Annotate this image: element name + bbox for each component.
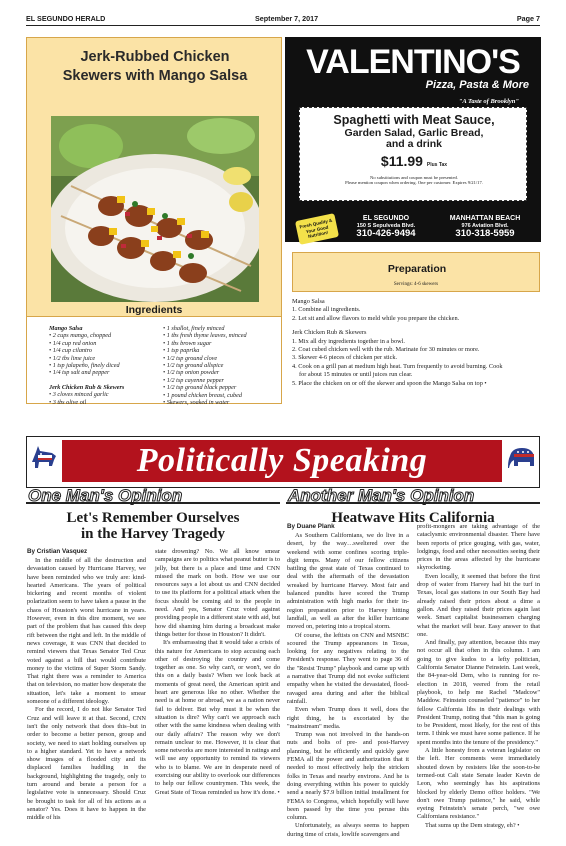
left-byline: By Cristian Vasquez xyxy=(27,548,88,555)
ingredients-col1 xyxy=(49,325,159,406)
left-article-col2 xyxy=(155,548,280,797)
left-headline-line1: Let's Remember Ourselves xyxy=(66,510,240,526)
prep-step: 5. Place the chicken on or off the skewer and spoon the Mango Salsa on top • xyxy=(292,379,487,387)
ingredient-line: • 1/2 tsp ground allspice xyxy=(163,362,224,370)
paragraph: Even when Trump does it well, does the right thing, he is excoriated by the "mainstream" media. xyxy=(287,706,409,730)
coupon-fine1: No substitutions and coupon must be presented. xyxy=(370,175,458,180)
paragraph: Even locally, it seemed that before the first drop of water from Harvey had hit the turf in Texas, local gas stations in our South Bay had already raised their prices about a dime a gallon. And they raised their prices again last week. Smart capitalist businessmen charging what the market will bear. Easy answer to that one. xyxy=(417,572,540,638)
paragraph: And finally, pay attention, because this may not occur all that often in this column. I am going to give kudos to a lefty politician, California Senator Dianne Feinstein. Last week, the 84-year-old Dem, who is running for re-election in 2018, veered from the retail playbook, to help me Rachel "Madcow" Maddow. Feinstein counseled "patience" to her fellow California libs in their dealings with President Trump, noting that "this man is going to be President, most likely, for the rest of this term. I think we must have some patience. If he spent months into the tenure of the presidency." xyxy=(417,639,540,746)
paragraph: As Southern Californians, we do live in a desert, by the way…sweltered over the weekend with some confines scoring triple-digit temps. Many of our fellow citizens battling the great state of Texas continued to deal with the aftermath of the devastation wreaked by hurricane Harvey. Most fair and balanced pundits have scored the Trump administration with high marks for their in-region preparation prior to Harvey hitting landfall, as well as after the killer hurricane moved on, petering into a tropical storm. xyxy=(287,532,409,631)
paragraph: In the middle of all the destruction and devastation caused by Hurricane Harvey, we have been reminded who we truly are: kind-hearted Americans. The years of political bickering and recent months of violent polarization seem to have taken a pause in the chaos of Houston's worst hurricane in years. However, even in this dire moment, we see part of the problem that has caused this deep rift between the right and left. In the middle of news coverage, it was CNN that decided to remind viewers that Texas Senator Ted Cruz voted against a bill that would contribute money to the victims of Super Storm Sandy. That right there was a reminder to America that on television, no matter how desperate the situation, let's take a moment to smear someone of a different ideology. xyxy=(27,557,146,706)
left-headline-line2: in the Harvey Tragedy xyxy=(80,526,226,542)
ad-tagline: "A Taste of Brooklyn" xyxy=(458,98,519,105)
right-byline: By Duane Plank xyxy=(287,523,335,530)
ingredient-line: • 1 tsp paprika xyxy=(163,347,200,355)
prep-step: for about 15 minutes or until juices run clear. xyxy=(299,371,413,379)
right-article-col1 xyxy=(287,532,409,839)
ingredient-line: • 1 pound chicken breast, cubed xyxy=(163,391,242,399)
ingredients-box xyxy=(26,316,282,407)
ingredient-line: • Skewers, soaked in water xyxy=(163,399,230,407)
right-section-rule xyxy=(286,502,540,504)
ad-subtitle: Pizza, Pasta & More xyxy=(425,79,529,91)
loc2-addr: 976 Aviation Blvd. xyxy=(461,222,509,229)
coupon-line3: and a drink xyxy=(385,138,442,150)
ingredient-line: • 1 tbs brown sugar xyxy=(163,339,212,347)
location-el-segundo xyxy=(341,215,431,238)
chicken-skewers-image xyxy=(51,116,259,302)
banner-title: Politically Speaking xyxy=(136,442,428,479)
prep-step: 2. Let sit and allow flavors to meld while you prepare the chicken. xyxy=(292,314,460,322)
paragraph: Unfortunately, as always seems to happen during time of crisis, lowlife scavengers and xyxy=(287,822,409,838)
prep-step: 1. Combine all ingredients. xyxy=(292,306,361,314)
ingredient-line: • 3 tbs olive oil xyxy=(49,398,87,406)
prep-step: 3. Skewer 4-6 pieces of chicken per stick. xyxy=(292,354,398,362)
ingredient-line: • 1/4 tsp salt and pepper xyxy=(49,369,110,377)
header-rule xyxy=(26,25,540,26)
coupon-items xyxy=(300,128,528,150)
recipe-title-line1: Jerk-Rubbed Chicken xyxy=(80,49,230,65)
ingredients-col2 xyxy=(163,325,281,406)
preparation-title: Preparation xyxy=(387,263,447,275)
location-manhattan-beach xyxy=(435,215,535,238)
coupon-price-wrap xyxy=(300,153,528,169)
ingredient-line: Jerk Chicken Rub & Skewers xyxy=(49,383,125,391)
paragraph: profit-mongers are taking advantage of the cataclysmic environmental disaster. There have been reports of price gouging, with gas, water, lodgings, food and other necessities seeing their prices in the areas affected by the hurricane skyrocketing. xyxy=(417,523,540,572)
ingredient-line: • 1 tbs fresh thyme leaves, minced xyxy=(163,332,247,340)
coupon-line2: Garden Salad, Garlic Bread, xyxy=(344,127,484,139)
elephant-icon xyxy=(506,442,538,474)
preparation-steps xyxy=(292,298,540,388)
prep-step: 1. Mix all dry ingredients together in a bowl. xyxy=(292,337,405,345)
paper-name: EL SEGUNDO HERALD xyxy=(26,14,106,23)
ingredient-line: • 1/2 tsp ground clove xyxy=(163,354,218,362)
left-section-title: One Man's Opinion xyxy=(28,486,183,505)
coupon-fine-print xyxy=(304,175,524,186)
prep-subheading: Mango Salsa xyxy=(292,298,325,305)
left-section-rule xyxy=(26,502,280,504)
ingredient-line: • 1/4 cup cilantro xyxy=(49,347,93,355)
ingredient-line: • 1 shallot, finely minced xyxy=(163,325,225,332)
left-headline xyxy=(26,510,280,542)
donkey-icon xyxy=(28,442,60,474)
paragraph: For the record, I do not like Senator Ted Cruz and will leave it at that. Second, CNN isn't the only network that does this–but in order to become a better person, group and society, we need to start holding ourselves up to a higher standard. Yet to have a network show images of a flooded city and its displaced families huddling in the background, highlighting the tragedy, only to turn around and berate a person for a legislative vote is unnecessary. Should Cruz be brought to task for all of his actions as a senator? Yes. Does it have to happen in the middle of his xyxy=(27,706,146,822)
paragraph: It's embarrassing that it would take a crisis of this nature for Americans to stop accusing each other of destroying the country and come together as one. So why can't, or won't, we do this on a daily basis? When we look back at moments of great need, the American spirit and heart are generous like no other. Whether the need is at home or abroad, we as a nation never fail to deliver. But why must it be when the situation is dire? Why can't we approach each other with the same kindness when dealing with our daily affairs? The reason why we don't remain unclear to me. However, it is clear that some networks are more interested in ratings and will use any opportunity to remind its viewers who is to blame. We are in desperate need of exercising our ability to overlook our differences to help our fellow countrymen. This week, the Great State of Texas reminded us how it's done. • xyxy=(155,639,280,796)
loc1-addr: 150 S Sepulveda Blvd. xyxy=(356,222,416,229)
paragraph: That sums up the Dem strategy, eh? • xyxy=(425,821,520,829)
coupon-price-note: Plus Tax xyxy=(426,162,448,168)
paragraph: Trump was not involved in the hands-on nuts and bolts of pre- and post-Harvey planning, but he efficiently and quickly gave FEMA all the power and authorization that it needed to most effectively help the stricken folks in Texas and nearby environs. And he is doing everything within his power to quickly send a nearly $7.9 billion initial installment for FEMA to Congress, which hopefully will have been passed by the time you peruse this column. xyxy=(287,731,409,822)
recipe-title-line2: Skewers with Mango Salsa xyxy=(62,68,248,84)
coupon-fine2: Please mention coupon when ordering. One per customer. Expires 9/21/17. xyxy=(345,180,483,186)
loc2-phone: 310-318-5959 xyxy=(455,228,515,240)
banner-title-box xyxy=(62,440,502,482)
ingredient-line: • 2 cups mango, chopped xyxy=(49,332,112,340)
ingredient-line: Mango Salsa xyxy=(49,325,83,332)
loc2-name: MANHATTAN BEACH xyxy=(449,215,521,222)
ingredient-line: • 1/2 tsp onion powder xyxy=(163,369,220,377)
ingredients-title: Ingredients xyxy=(125,304,183,316)
ingredient-line: • 1/2 tsp ground black pepper xyxy=(163,384,237,392)
ingredient-line: • 3 cloves minced garlic xyxy=(49,391,109,399)
paragraph: state drowning? No. We all know smear campaigns are to politics what peanut butter is to jelly, but there is a place and time and CNN missed the mark on both. How we use our resources says a lot about us and CNN decided to use its platform for a political attack when the focus should be coming aid to the people in need. And yes, Senator Cruz voted against providing people in a different state with aid, but how did shaming him during a broadcast make things better for those in Houston? It didn't. xyxy=(155,548,280,638)
prep-subheading: Jerk Chicken Rub & Skewers xyxy=(292,329,367,337)
coupon-line1: Spaghetti with Meat Sauce, xyxy=(333,113,495,127)
prep-step: 4. Cook on a grill pan at medium high heat. Turn frequently to avoid burning. Cook xyxy=(292,362,503,370)
right-section-title: Another Man's Opinion xyxy=(288,486,475,505)
ingredient-line: • 1 tsp jalapeño, finely diced xyxy=(49,362,120,370)
coupon-box xyxy=(299,107,527,201)
loc1-name: EL SEGUNDO xyxy=(362,215,410,222)
paragraph: Of course, the leftists on CNN and MSNBC scoured the Trump appearances in Texas, looking for any negatives relating to the President's response. They went to page 36 of the "Resist Trump" playbook and came up with a narrative that Trump did not evoke sufficient empathy when he visited the devastated, flood-ravaged area during and after the biblical rainfall. xyxy=(287,631,409,705)
issue-date: September 7, 2017 xyxy=(255,14,319,23)
ingredient-line: • 1/4 cup red onion xyxy=(49,339,97,347)
servings: Servings: 4-6 skewers xyxy=(393,282,439,287)
loc1-phone: 310-426-9494 xyxy=(356,228,416,240)
spacer xyxy=(49,377,159,384)
ingredient-line: • 1/2 tsp cayenne pepper xyxy=(163,376,224,384)
valentinos-ad xyxy=(285,37,541,242)
recipe-photo xyxy=(51,116,259,302)
left-article-col1 xyxy=(27,557,146,823)
ad-sticker: Fresh Quality & Your Good Nutrition! xyxy=(295,213,339,245)
prep-step: 2. Coat cubed chicken well with the rub. Marinate for 30 minutes or more. xyxy=(292,346,480,354)
coupon-price: $11.99 xyxy=(380,153,423,169)
paragraph: A little honesty from a veteran legislator on the left. Her comments were immediately shouted down by resisters like the soon-to-be termed-out Cali state Senate leader Kevin de Leon, who seemingly has his aspirations blocked by elderly Demo office holders. "We don't owe Trump patience," he said, while eyeing Feinstein's senate perch, "we owe Californians resistance." xyxy=(417,747,540,821)
page-number: Page 7 xyxy=(516,14,540,23)
ingredient-line: • 1/2 tbs lime juice xyxy=(49,354,96,362)
recipe-title xyxy=(27,48,283,86)
ad-logo: VALENTINO'S xyxy=(306,43,520,81)
right-article-col2 xyxy=(417,523,540,830)
right-headline: Heatwave Hits California xyxy=(331,510,495,526)
